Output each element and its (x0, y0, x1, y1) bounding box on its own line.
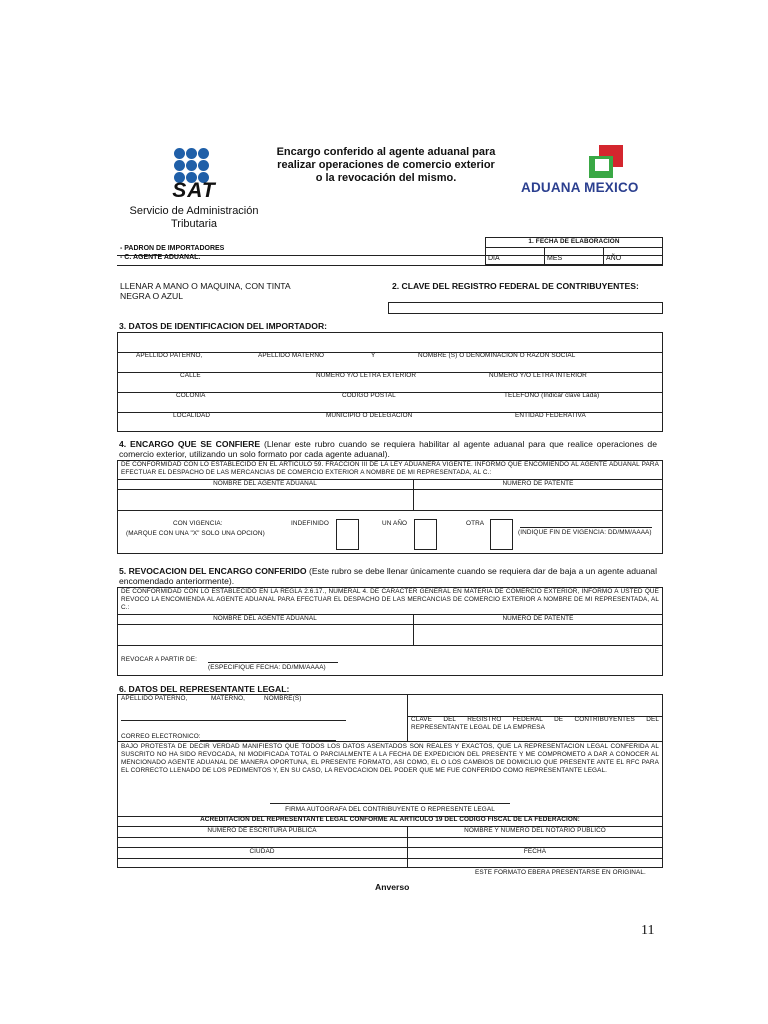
agency-name-line2: Tributaria (170, 218, 218, 230)
agency-name (110, 205, 278, 231)
ciudad-input[interactable] (118, 859, 406, 867)
localidad-label: LOCALIDAD (173, 412, 211, 419)
section5-conformidad: DE CONFORMIDAD CON LO ESTABLECIDO EN LA REGLA 2.6.17., NUMERAL 4. DE CARACTER GENERAL EN MATERIA DE COMERCIO EXTERIOR, INFORMO A USTED QUE REVOCO LA ENCOMIENDA AL AGENTE ADUANAL PARA EFECTUAR EL DESPACHO DE LAS MERCANCIAS DE COMERCIO EXTERIOR A NOMBRE DE MI REPRESENTADA, AL C.: (121, 588, 659, 611)
nombre-agente-label: NOMBRE DEL AGENTE ADUANAL (213, 480, 317, 487)
escritura-label: NUMERO DE ESCRITURA PUBLICA (207, 827, 317, 834)
section3-title: 3. DATOS DE IDENTIFICACION DEL IMPORTADOR: (119, 321, 328, 331)
rfc-input[interactable] (388, 302, 663, 314)
footer-note: ESTE FORMATO EBERA PRESENTARSE EN ORIGINAL. (475, 869, 646, 876)
clave-rfc-representante-label: CLAVE DEL REGISTRO FEDERAL DE CONTRIBUYENTES DEL REPRESENTANTE LEGAL DE LA EMPRESA (411, 716, 659, 731)
ciudad-label: CIUDAD (249, 848, 275, 855)
llenar-line2: NEGRA O AZUL (120, 291, 184, 301)
aduana-logo (520, 144, 655, 200)
otra-label: OTRA (466, 520, 485, 527)
rep-apellido-paterno-label: APELLIDO PATERNO, (121, 695, 188, 702)
agency-name-line1: Servicio de Administración (129, 205, 259, 217)
indique-fin-vigencia: (INDIQUE FIN DE VIGENCIA: DD/MM/AAAA) (518, 529, 652, 536)
correo-label: CORREO ELECTRONICO: (121, 733, 201, 740)
notario-label: NOMBRE Y NUMERO DEL NOTARIO PUBLICO (464, 827, 606, 834)
revocar-numero-patente-input[interactable] (414, 625, 662, 644)
codigo-postal-label: CODIGO POSTAL (342, 392, 396, 399)
apellido-paterno-label: APELLIDO PATERNO, (136, 352, 203, 359)
colonia-label: COLONIA (176, 392, 206, 399)
notario-input[interactable] (408, 838, 662, 846)
numero-patente-label: NUMERO DE PATENTE (502, 480, 574, 487)
numero-patente-input[interactable] (414, 490, 662, 509)
page-title (258, 146, 514, 185)
aduana-mark-icon (586, 145, 626, 181)
protesta-text: BAJO PROTESTA DE DECIR VERDAD MANIFIESTO QUE TODOS LOS DATOS ASENTADOS SON REALES Y EXACTOS, QUE LA REPRESENTACION LEGAL CONFERIDA AL SUSCRITO NO HA SIDO REVOCADA, NI MODIFICADA TOTAL O PARCIALMENTE A LA FECHA DE EXPEDICION DEL PRESENTE Y ME COMPROMETO A DAR A CONOCER AL MENCIONADO AGENTE ADUANAL DE MANERA OPORTUNA, EL PRESENTE FORMATO, ASI COMO, EL O LOS CAMBIOS DE DOMICILIO QUE PRESENTE ANTE EL RFC PARA EL CORRECTO LLENADO DE LOS PEDIMENTOS Y, EN SU CASO, LA REVOCACION DEL PODER QUE ME FUE CONFERIDO COMO REPRESENTANTE LEGAL. (121, 743, 659, 774)
fecha-input[interactable] (408, 859, 662, 867)
rep-nombre-input[interactable] (121, 720, 346, 721)
page-title-line1: Encargo conferido al agente aduanal para (276, 146, 496, 158)
padron-label: - PADRON DE IMPORTADORES (120, 245, 225, 252)
escritura-input[interactable] (118, 838, 406, 846)
revocar-label: REVOCAR A PARTIR DE: (121, 656, 197, 663)
sat-logo-dot (186, 160, 197, 171)
dia-label[interactable]: DIA (488, 255, 500, 262)
sat-logo-dot (174, 160, 185, 171)
un-ano-checkbox[interactable] (414, 519, 437, 550)
telefono-label: TELEFONO (Indicar clave Lada) (504, 392, 600, 399)
marque-label: (MARQUE CON UNA "X" SOLO UNA OPCION) (126, 530, 265, 537)
sat-logo-text: SAT (172, 179, 216, 202)
nombre-razon-label: NOMBRE (S) O DENOMINACION O RAZON SOCIAL (418, 352, 576, 359)
section4-conformidad: DE CONFORMIDAD CON LO ESTABLECIDO EN EL ARTICULO 59. FRACCION III DE LA LEY ADUANERA VIGENTE. INFORMO QUE ENCOMIENDO AL AGENTE ADUANAL PARA EFECTUAR EL DESPACHO DE LAS MERCANCIAS DE COMERCIO EXTERIOR A NOMBRE DE MI REPRESENTADA, AL C.: (121, 461, 659, 476)
revocar-nombre-agente-input[interactable] (118, 625, 412, 644)
numero-interior-label: NUMERO Y/O LETRA INTERIOR (489, 372, 587, 379)
revocar-fecha-input[interactable] (208, 662, 338, 663)
un-ano-label: UN AÑO (382, 520, 408, 527)
rep-materno-label: MATERNO, (211, 695, 246, 702)
y-label: Y (371, 352, 376, 359)
section5-title-rest: (Este rubro se debe llenar únicamente cuando se requiera dar de baja a un agente aduanal encomendado anteriormente). (119, 566, 657, 586)
page-title-line3: o la revocación del mismo. (315, 172, 457, 184)
especifique-fecha: (ESPECIFIQUE FECHA: DD/MM/AAAA) (208, 664, 326, 671)
municipio-label: MUNICIPIO O DELEGACION (326, 412, 413, 419)
revocar-nombre-agente-label: NOMBRE DEL AGENTE ADUANAL (213, 615, 317, 622)
sat-logo-dot (174, 148, 185, 159)
sat-logo-dot (198, 148, 209, 159)
con-vigencia-label: CON VIGENCIA: (173, 520, 223, 527)
section4-title-bold: 4. ENCARGO QUE SE CONFIERE (119, 439, 261, 449)
firma-line[interactable] (270, 803, 510, 804)
section5-title-bold: 5. REVOCACION DEL ENCARGO CONFERIDO (119, 566, 307, 576)
llenar-instruction (120, 281, 291, 301)
entidad-label: ENTIDAD FEDERATIVA (515, 412, 586, 419)
section5-title (119, 566, 657, 586)
sat-logo-dot (198, 160, 209, 171)
calle-label: CALLE (180, 372, 201, 379)
nombre-agente-input[interactable] (118, 490, 412, 509)
page-number: 11 (641, 923, 655, 938)
page-title-line2: realizar operaciones de comercio exterior (277, 159, 495, 171)
numero-exterior-label: NUMERO Y/O LETRA EXTERIOR (316, 372, 417, 379)
llenar-line1: LLENAR A MANO O MAQUINA, CON TINTA (120, 281, 291, 291)
fin-vigencia-input[interactable] (520, 527, 652, 528)
correo-input[interactable] (200, 740, 336, 741)
indefinido-checkbox[interactable] (336, 519, 359, 550)
apellido-materno-label: APELLIDO MATERNO (258, 352, 325, 359)
agente-label: - C. AGENTE ADUANAL. (120, 254, 201, 261)
sat-logo (158, 148, 230, 200)
rfc-label: 2. CLAVE DEL REGISTRO FEDERAL DE CONTRIBUYENTES: (392, 281, 639, 291)
indefinido-label: INDEFINIDO (291, 520, 329, 527)
section6-title: 6. DATOS DEL REPRESENTANTE LEGAL: (119, 684, 290, 694)
sat-logo-dot (186, 148, 197, 159)
aduana-logo-text: ADUANA MEXICO (521, 180, 639, 195)
firma-label: FIRMA AUTOGRAFA DEL CONTRIBUYENTE O REPRESENTE LEGAL (285, 806, 495, 813)
otra-checkbox[interactable] (490, 519, 513, 550)
section4-title (119, 439, 657, 459)
fecha-elaboracion-label: 1. FECHA DE ELABORACION (528, 238, 620, 245)
mes-label[interactable]: MES (547, 255, 563, 262)
fecha-label: FECHA (523, 848, 547, 855)
section4-title-rest: (Llenar este rubro cuando se requiera habilitar al agente aduanal para que realice operaciones de comercio exterior, utilizando un solo formato por cada agente aduanal). (119, 439, 657, 459)
rep-nombres-label: NOMBRE(S) (264, 695, 302, 702)
ano-label[interactable]: AÑO (606, 255, 622, 262)
acreditacion-label: ACREDITACION DEL REPRESENTANTE LEGAL CONFORME AL ARTICULO 19 DEL CODIGO FISCAL DE LA FEDERACION: (200, 816, 580, 823)
revocar-numero-patente-label: NUMERO DE PATENTE (502, 615, 574, 622)
anverso-label: Anverso (375, 882, 410, 892)
rfc-representante-input[interactable] (408, 695, 662, 715)
